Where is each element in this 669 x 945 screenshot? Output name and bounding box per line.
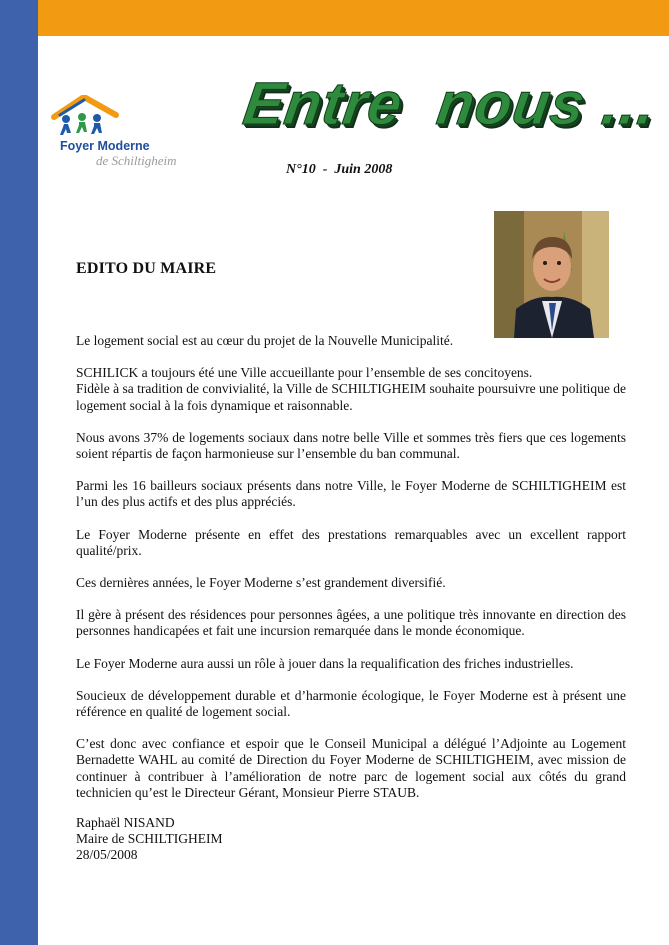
paragraph: Le Foyer Moderne présente en effet des prestations remarquables avec un excellent rapport qualité/prix. — [76, 526, 626, 558]
logo-figures-icon — [50, 95, 130, 143]
paragraph: Fidèle à sa tradition de convivialité, la Ville de SCHILTIGHEIM souhaite poursuivre une politique de logement social à la fois dynamique et raisonnable. — [76, 381, 626, 413]
logo-name: Foyer Moderne — [60, 139, 150, 153]
logo-subtitle: de Schiltigheim — [96, 153, 177, 168]
signatory-title: Maire de SCHILTIGHEIM — [76, 831, 223, 847]
mayor-portrait-photo — [494, 211, 609, 338]
paragraph: Il gère à présent des résidences pour personnes âgées, a une politique très innovante en direction des personnes handicapées et fait une incursion remarquée dans le monde économique. — [76, 607, 626, 639]
signature-date: 28/05/2008 — [76, 847, 138, 863]
paragraph: C’est donc avec confiance et espoir que le Conseil Municipal a délégué l’Adjointe au Logement Bernadette WAHL au comité de Direction du Foyer Moderne de SCHILTIGHEIM, avec mission de continuer à contribuer à l’amélioration de notre parc de logement social aux côtés du grand technicien qu’est le Directeur Gérant, Monsieur Pierre STAUB. — [76, 736, 626, 800]
paragraph: Nous avons 37% de logements sociaux dans notre belle Ville et sommes très fiers que ces logements soient répartis de façon harmonieuse sur l’ensemble du ban communal. — [76, 429, 626, 462]
paragraph: Ces dernières années, le Foyer Moderne s’est grandement diversifié. — [76, 575, 446, 591]
paragraph: SCHILICK a toujours été une Ville accueillante pour l’ensemble de ses concitoyens. — [76, 365, 533, 381]
portrait-image — [494, 211, 609, 338]
article-heading: EDITO DU MAIRE — [76, 260, 217, 277]
top-orange-band — [38, 0, 669, 36]
paragraph: Le Foyer Moderne aura aussi un rôle à jouer dans la requalification des friches industrielles. — [76, 655, 574, 671]
signatory-name: Raphaël NISAND — [76, 815, 175, 830]
issue-number-date: N°10 - Juin 2008 — [286, 162, 393, 177]
newsletter-title: Entre nous ... — [239, 70, 661, 137]
foyer-moderne-logo — [50, 95, 190, 175]
article-body — [76, 333, 626, 817]
signature-block — [76, 815, 222, 864]
left-blue-band — [0, 0, 38, 945]
paragraph: Parmi les 16 bailleurs sociaux présents dans notre Ville, le Foyer Moderne de SCHILTIGHEIM est l’un des plus actifs et des plus appréciés. — [76, 478, 626, 510]
paragraph: Le logement social est au cœur du projet de la Nouvelle Municipalité. — [76, 333, 454, 348]
paragraph: Soucieux de développement durable et d’harmonie écologique, le Foyer Moderne est à présent une référence en qualité de logement social. — [76, 687, 626, 720]
